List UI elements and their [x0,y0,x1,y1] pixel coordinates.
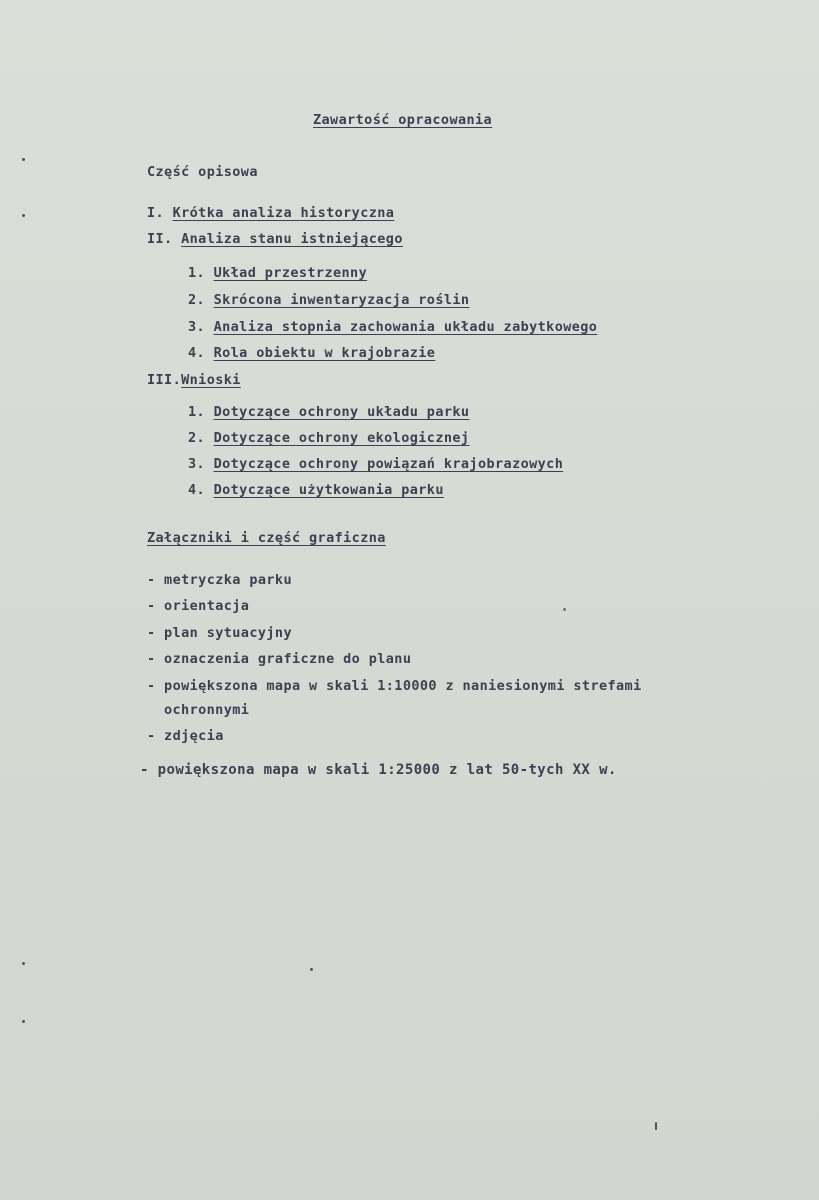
part-1-label: Krótka analiza historyczna [172,205,395,221]
part-3-item [188,482,444,498]
item-label: Dotyczące ochrony układu parku [213,404,470,420]
part-3-item [188,430,469,446]
part-2-item [188,265,367,281]
item-label: Dotyczące użytkowania parku [213,482,444,498]
part-3-number: III. [147,372,182,388]
part-2-label: Analiza stanu istniejącego [181,231,403,247]
item-number: 2. [188,430,206,446]
attachment-item: - metryczka parku [147,572,292,588]
section-attachments-heading: Załączniki i część graficzna [147,530,386,546]
part-2-item [188,292,469,308]
paper-speck [22,158,25,161]
part-2 [147,231,403,247]
item-number: 3. [188,456,206,472]
part-1 [147,205,394,221]
part-3-item [188,456,563,472]
item-label: Dotyczące ochrony ekologicznej [213,430,470,446]
part-2-item [188,319,597,335]
attachment-item-continuation: ochronnymi [164,702,250,718]
item-number: 1. [188,404,206,420]
paper-speck [655,1122,657,1130]
item-number: 3. [188,319,206,335]
attachment-item: - powiększona mapa w skali 1:25000 z lat 50-tych XX w. [140,762,617,778]
item-number: 4. [188,345,206,361]
paper-speck [22,1020,25,1023]
item-label: Dotyczące ochrony powiązań krajobrazowych [213,456,564,472]
section-descriptive-heading: Część opisowa [147,164,258,180]
item-label: Rola obiektu w krajobrazie [213,345,436,361]
item-number: 1. [188,265,206,281]
attachment-item: - oznaczenia graficzne do planu [147,651,412,667]
paper-speck [310,968,313,971]
attachment-item: - powiększona mapa w skali 1:10000 z naniesionymi strefami [147,678,642,694]
part-2-item [188,345,435,361]
item-number: 4. [188,482,206,498]
item-label: Analiza stopnia zachowania układu zabytkowego [213,319,598,335]
part-3 [147,372,241,388]
item-label: Skrócona inwentaryzacja roślin [213,292,470,308]
part-2-number: II. [147,231,173,247]
part-3-item [188,404,469,420]
paper-speck [563,608,566,611]
item-label: Układ przestrzenny [213,265,368,281]
paper-speck [22,962,25,965]
attachment-item: - orientacja [147,598,250,614]
part-3-label: Wnioski [181,372,241,388]
attachment-item: - zdjęcia [147,728,224,744]
paper-speck [22,214,25,217]
attachment-item: - plan sytuacyjny [147,625,292,641]
document-title: Zawartość opracowania [313,112,493,128]
item-number: 2. [188,292,206,308]
part-1-number: I. [147,205,165,221]
